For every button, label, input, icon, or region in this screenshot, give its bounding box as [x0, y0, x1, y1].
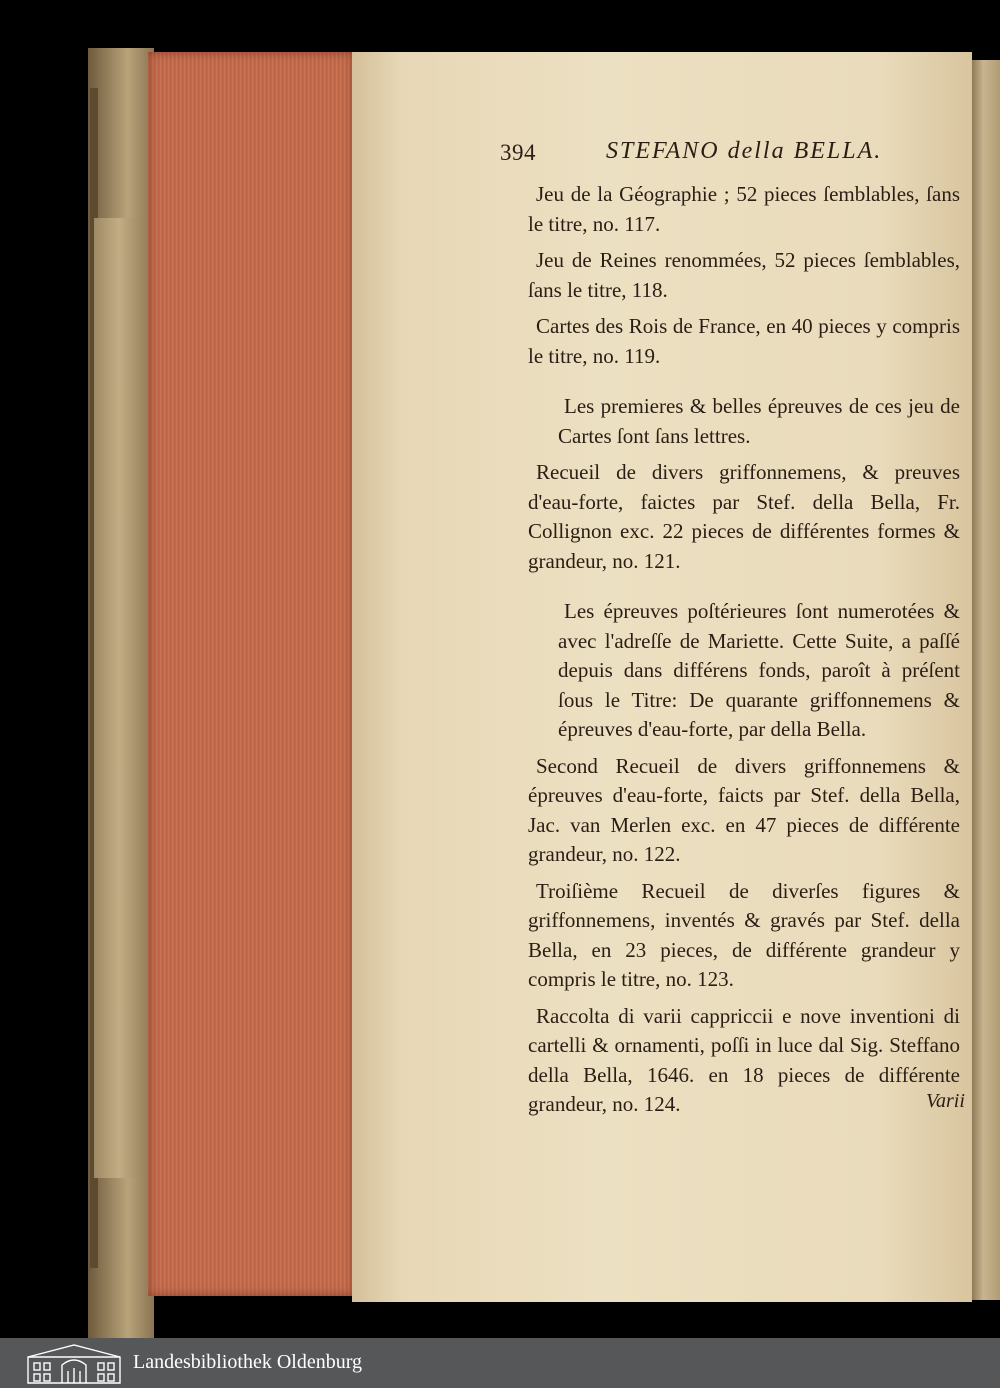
book-cover-left [88, 48, 154, 1338]
catchword: Varii [926, 1090, 965, 1112]
page-content [500, 138, 960, 1127]
entry-paragraph: Troiſième Recueil de diverſes figures & griffonnemens, inventés & gravés par Stef. della Bella, en 23 pieces, de différente grandeur y compris le titre, no. 123. [528, 878, 960, 991]
page-edges [148, 52, 354, 1296]
entry-note: Les épreuves poſtérieures ſont numerotées & avec l'adreſſe de Mariette. Cette Suite, a paſſé depuis dans différens fonds, paroît à préſent ſous le Titre: De quarante griffonnemens & épreuves d'eau-forte, par della Bella. [558, 599, 960, 741]
entry-paragraph: Raccolta di varii cappriccii e nove inventioni di cartelli & ornamenti, poſſi in luce dal Sig. Steffano della Bella, 1646. en 18 pieces de différente grandeur, no. 124. [528, 1003, 960, 1116]
cover-board [94, 218, 144, 1178]
library-building-icon [24, 1341, 124, 1385]
entry-paragraph: Cartes des Rois de France, en 40 pieces y compris le titre, no. 119. [528, 314, 960, 368]
footer-bar [0, 1338, 1000, 1388]
entry-paragraph: Jeu de la Géographie ; 52 pieces ſemblables, ſans le titre, no. 117. [528, 182, 960, 236]
library-name: Landesbibliothek Oldenburg [133, 1351, 363, 1373]
entry-note: Les premieres & belles épreuves de ces jeu de Cartes ſont ſans lettres. [558, 394, 960, 448]
entry-paragraph: Jeu de Reines renommées, 52 pieces ſemblables, ſans le titre, 118. [528, 248, 960, 302]
running-head [500, 138, 960, 174]
entry-paragraph: Second Recueil de divers griffonnemens & épreuves d'eau-forte, faicts par Stef. della Bella, Jac. van Merlen exc. en 47 pieces de différente grandeur, no. 122. [528, 753, 960, 866]
page-right-edge [972, 60, 1000, 1300]
page-number: 394 [500, 140, 536, 165]
entry-paragraph: Recueil de divers griffonnemens, & preuves d'eau-forte, faictes par Stef. della Bella, Fr. Collignon exc. 22 pieces de différentes formes & grandeur, no. 121. [528, 460, 960, 573]
running-title: STEFANO della BELLA. [606, 138, 883, 164]
